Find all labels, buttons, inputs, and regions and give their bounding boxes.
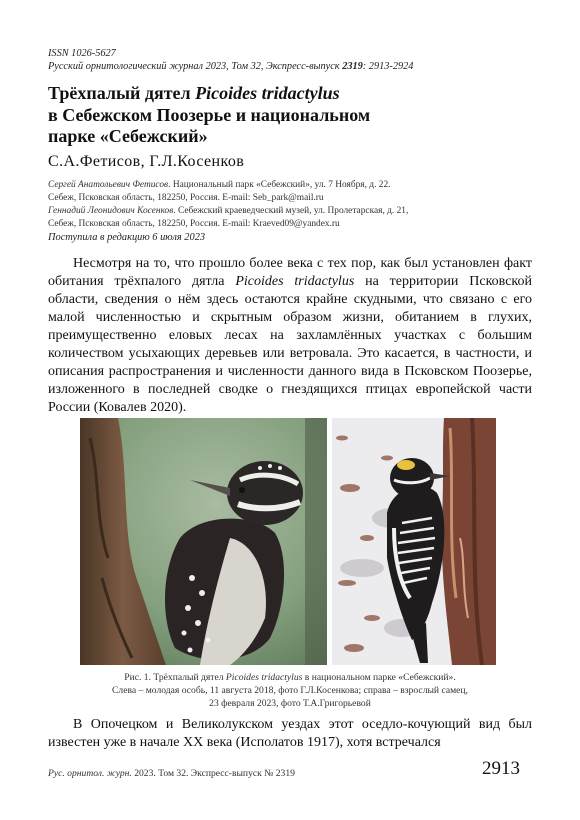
page-number: 2913: [482, 758, 520, 779]
photo-right-image: [332, 418, 496, 665]
author-2-name: Геннадий Леонидович Косенков: [48, 206, 174, 216]
affiliation-2-line-2: Себеж, Псковская область, 182250, Россия. E-mail: Kraeved09@yandex.ru: [48, 219, 340, 229]
body-paragraph-2: В Опочецком и Великолукском уездах этот оседло-кочующий вид был известен уже в начале XX века (Исполатов 1917), хотя встречался: [48, 717, 532, 750]
caption-line-2: Слева – молодая особь, 11 августа 2018, фото Г.Л.Косенкова; справа – взрослый самец,: [112, 685, 468, 696]
issn-line: [48, 47, 116, 60]
affiliation-2: [48, 205, 518, 218]
journal-name: Русский орнитологический журнал 2023, Том 32, Экспресс-выпуск: [48, 61, 343, 72]
figure-caption: [60, 671, 520, 710]
affiliation-1: [48, 179, 518, 192]
paragraph-text-cont: на территории Псковской области, сведения о нём здесь остаются крайне скудными, что связано с его малой численностью и скрытным образом жизни, обитанием в глухих, преимущественно еловых лесах на захламлённых участках с большим количеством усыхающих деревьев или ветровала. Это касается, в частности, и описания распространения и численности данного вида в Псковском Поозерье, изложенного в последней сводке о гнездящихся птицах европейской части России (Ковалев 2020).: [48, 274, 532, 415]
title-line-3: парке «Себежский»: [48, 126, 208, 146]
photo-juvenile-woodpecker: [80, 418, 327, 665]
title-text: Трёхпалый дятел: [48, 83, 196, 103]
page-range: : 2913-2924: [362, 61, 414, 72]
journal-line: [48, 60, 413, 73]
issn-text: ISSN 1026-5627: [48, 48, 116, 59]
affiliation-1-line-2: Себеж, Псковская область, 182250, Россия. E-mail: Seb_park@mail.ru: [48, 193, 324, 203]
issue-number: 2319: [342, 61, 363, 72]
article-title: [48, 83, 468, 148]
footer-citation: [48, 768, 295, 779]
body-paragraph-1: [48, 255, 532, 417]
author-1-name: Сергей Анатольевич Фетисов: [48, 180, 169, 190]
title-line-2: в Себежском Поозерье и национальном: [48, 104, 371, 125]
paragraph-latin-name: Picoides tridactylus: [235, 274, 355, 289]
caption-line-3: 23 февраля 2023, фото Т.А.Григорьевой: [209, 698, 371, 709]
photo-adult-male-woodpecker: [332, 418, 496, 665]
photo-left-image: [80, 418, 327, 665]
title-line-1: [48, 83, 468, 105]
caption-latin-name: Picoides tridactylus: [225, 672, 303, 683]
authors: С.А.Фетисов, Г.Л.Косенков: [48, 153, 245, 170]
received-date: Поступила в редакцию 6 июля 2023: [48, 232, 206, 243]
footer-issue-info: 2023. Том 32. Экспресс-выпуск № 2319: [131, 768, 295, 779]
caption-text-cont: в национальном парке «Себежский».: [302, 672, 456, 683]
footer-journal-abbr: Рус. орнитол. журн.: [48, 768, 132, 779]
affiliation-1-line-1: . Национальный парк «Себежский», ул. 7 Ноября, д. 22.: [168, 180, 391, 190]
affiliation-2-line-1: . Себежский краеведческий музей, ул. Пролетарская, д. 21,: [173, 206, 409, 216]
title-latin-name: Picoides tridactylus: [195, 83, 340, 103]
caption-text: Рис. 1. Трёхпалый дятел: [124, 672, 226, 683]
caption-line-1: [60, 671, 520, 684]
paragraph-text: Несмотря на то, что прошло более века с тех пор, как был установлен факт обитания трёхпалого дятла: [48, 256, 532, 289]
